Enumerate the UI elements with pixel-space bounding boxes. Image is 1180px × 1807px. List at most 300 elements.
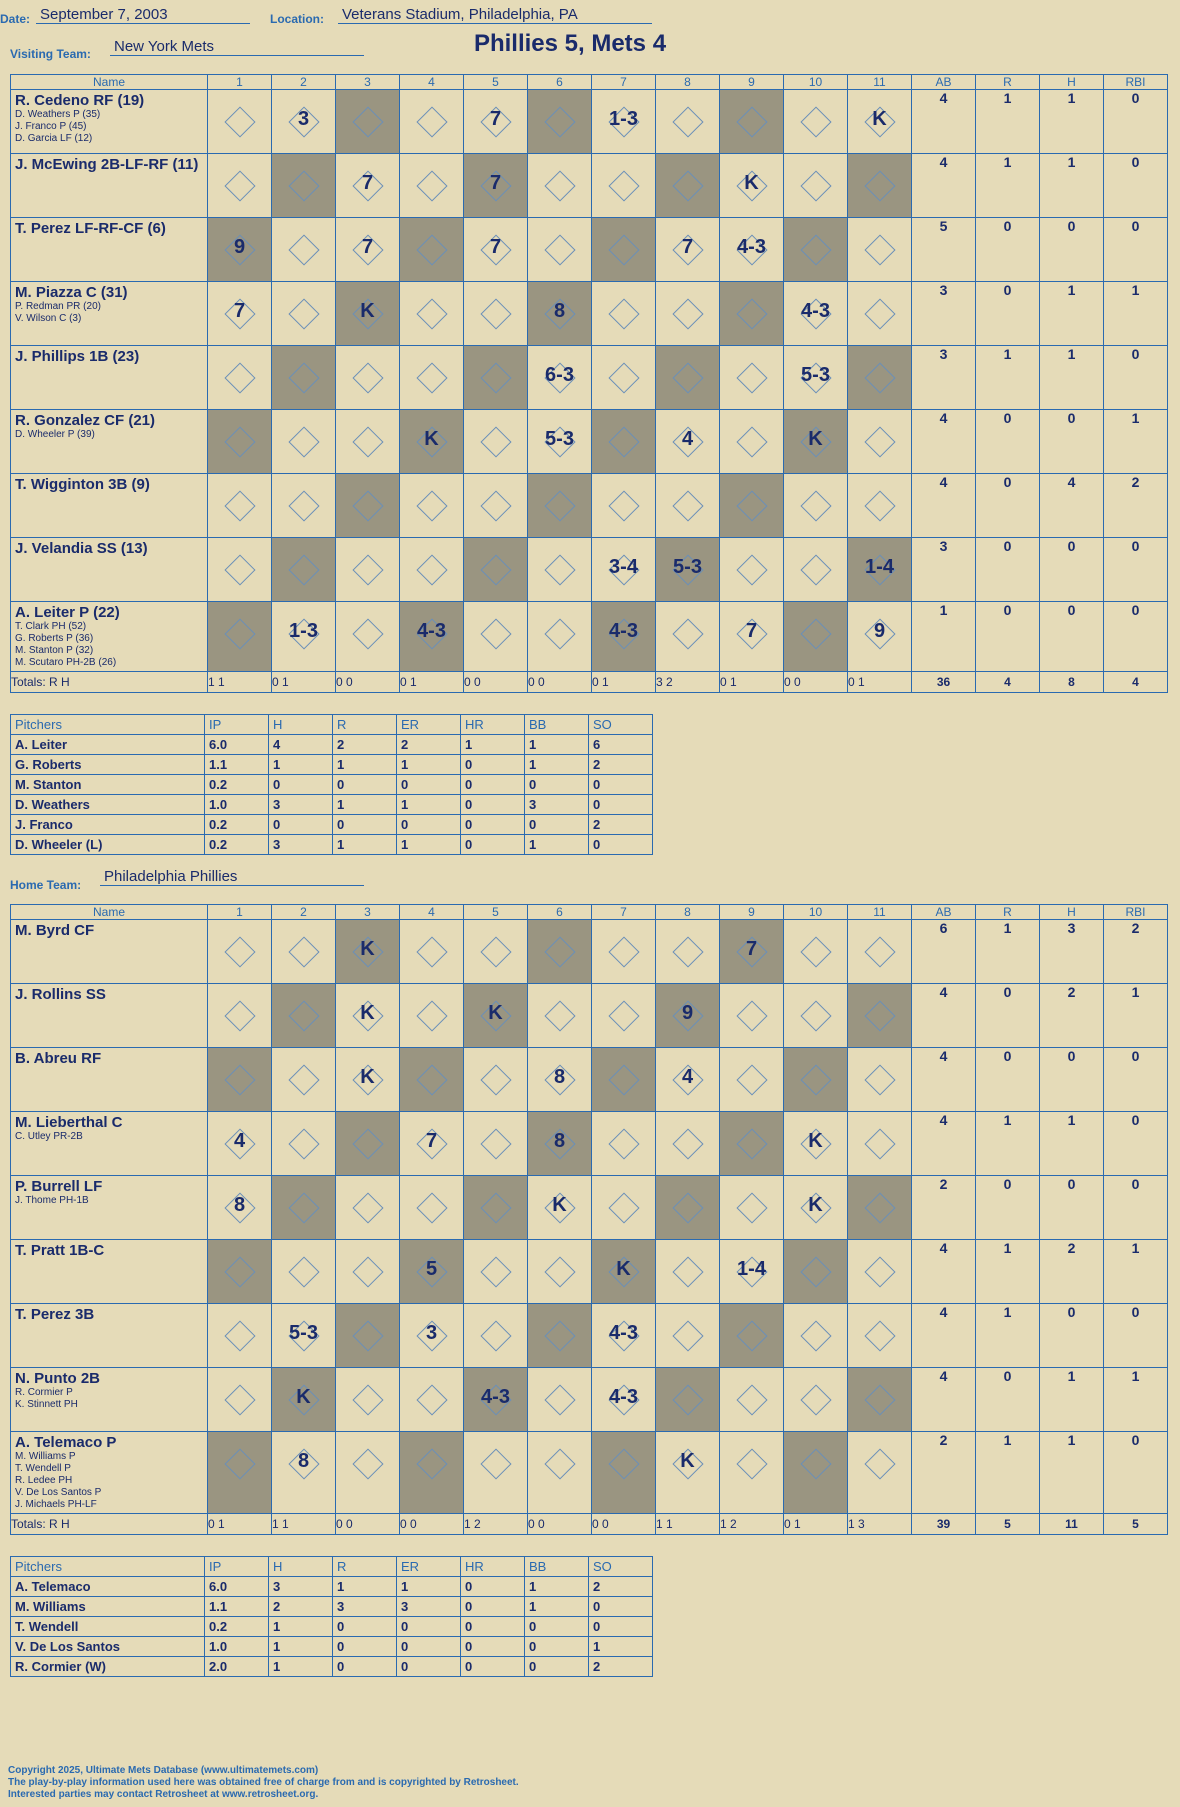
visiting-atbat-cell bbox=[592, 538, 656, 602]
home-atbat-cell bbox=[336, 1112, 400, 1176]
base-diamond-icon bbox=[672, 362, 703, 393]
visiting-atbat-cell bbox=[592, 474, 656, 538]
base-diamond-icon bbox=[544, 1448, 575, 1479]
home-atbat-result: K bbox=[488, 1002, 503, 1024]
home-atbat-cell bbox=[784, 984, 848, 1048]
base-diamond-icon bbox=[672, 106, 703, 137]
visiting-atbat-cell bbox=[720, 282, 784, 346]
visiting-pitcher-stat: 1 bbox=[269, 755, 333, 775]
home-atbat-result: K bbox=[808, 1194, 823, 1216]
home-batter-ab: 4 bbox=[912, 1368, 976, 1432]
home-atbat-cell bbox=[848, 920, 912, 984]
home-atbat-cell bbox=[848, 1304, 912, 1368]
visiting-pitcher-stat: 1 bbox=[525, 835, 589, 855]
home-atbat-cell bbox=[272, 1240, 336, 1304]
visiting-atbat-cell bbox=[784, 410, 848, 474]
home-header-inning-1: 1 bbox=[208, 905, 272, 920]
home-inning-total: 1 3 bbox=[848, 1514, 912, 1535]
home-atbat-cell bbox=[336, 1048, 400, 1112]
home-batter-name: T. Pratt 1B-C bbox=[15, 1242, 105, 1259]
visiting-pitcher-stat: 2 bbox=[589, 815, 653, 835]
home-atbat-cell bbox=[336, 1304, 400, 1368]
visiting-atbat-result: K bbox=[872, 108, 887, 130]
home-substitute: T. Wendell P bbox=[15, 1463, 71, 1474]
visiting-pitchers-table bbox=[10, 714, 653, 855]
base-diamond-icon bbox=[608, 426, 639, 457]
home-batter-name-cell bbox=[11, 1176, 208, 1240]
home-substitute: K. Stinnett PH bbox=[15, 1399, 78, 1410]
home-pitcher-row bbox=[11, 1597, 653, 1617]
home-atbat-cell bbox=[784, 1304, 848, 1368]
home-total-rbi: 5 bbox=[1104, 1514, 1168, 1535]
home-atbat-cell bbox=[272, 1432, 336, 1514]
base-diamond-icon bbox=[672, 1192, 703, 1223]
home-atbat-cell bbox=[208, 1368, 272, 1432]
home-atbat-cell bbox=[208, 1176, 272, 1240]
home-header-h: H bbox=[1040, 905, 1104, 920]
visiting-atbat-result: K bbox=[424, 428, 439, 450]
visiting-batter-rbi: 0 bbox=[1104, 346, 1168, 410]
visiting-atbat-cell bbox=[208, 602, 272, 672]
home-atbat-cell bbox=[784, 1432, 848, 1514]
home-pitch-header: IP bbox=[205, 1557, 269, 1577]
visiting-atbat-result: 5-3 bbox=[801, 364, 830, 386]
base-diamond-icon bbox=[224, 106, 255, 137]
visiting-pitcher-stat: 1 bbox=[397, 795, 461, 815]
base-diamond-icon bbox=[608, 1448, 639, 1479]
home-atbat-result: 8 bbox=[553, 1130, 566, 1152]
visiting-header-inning-2: 2 bbox=[272, 75, 336, 90]
visiting-substitute: V. Wilson C (3) bbox=[15, 313, 82, 324]
visiting-batter-row bbox=[11, 602, 1168, 672]
visiting-batter-row bbox=[11, 218, 1168, 282]
home-total-r: 5 bbox=[976, 1514, 1040, 1535]
visiting-atbat-cell bbox=[592, 410, 656, 474]
home-atbat-cell bbox=[848, 1432, 912, 1514]
visiting-batter-row bbox=[11, 474, 1168, 538]
visiting-atbat-cell bbox=[528, 410, 592, 474]
home-atbat-cell bbox=[720, 1240, 784, 1304]
visiting-inning-total: 0 1 bbox=[272, 672, 336, 693]
home-atbat-cell bbox=[848, 1368, 912, 1432]
visiting-batter-name-cell bbox=[11, 538, 208, 602]
base-diamond-icon bbox=[736, 106, 767, 137]
visiting-pitcher-stat: 0 bbox=[461, 835, 525, 855]
home-pitcher-stat: 0 bbox=[461, 1617, 525, 1637]
visiting-atbat-cell bbox=[656, 154, 720, 218]
base-diamond-icon bbox=[672, 936, 703, 967]
home-atbat-cell bbox=[528, 1368, 592, 1432]
base-diamond-icon bbox=[864, 1128, 895, 1159]
home-atbat-result: 8 bbox=[233, 1194, 246, 1216]
home-pitchers-table bbox=[10, 1556, 653, 1677]
home-pitch-header: SO bbox=[589, 1557, 653, 1577]
visiting-atbat-cell bbox=[464, 346, 528, 410]
home-atbat-result: K bbox=[360, 1066, 375, 1088]
home-atbat-cell bbox=[464, 1176, 528, 1240]
base-diamond-icon bbox=[864, 1000, 895, 1031]
visiting-atbat-cell bbox=[272, 602, 336, 672]
home-atbat-result: K bbox=[360, 1002, 375, 1024]
base-diamond-icon bbox=[864, 298, 895, 329]
visiting-pitcher-stat: 0 bbox=[589, 795, 653, 815]
home-batter-name-cell bbox=[11, 1304, 208, 1368]
visiting-batter-ab: 3 bbox=[912, 346, 976, 410]
base-diamond-icon bbox=[608, 1128, 639, 1159]
home-batter-row bbox=[11, 1304, 1168, 1368]
visiting-inning-total: 0 1 bbox=[720, 672, 784, 693]
home-inning-total: 0 1 bbox=[784, 1514, 848, 1535]
home-pitcher-stat: 0 bbox=[461, 1577, 525, 1597]
home-inning-total: 1 1 bbox=[656, 1514, 720, 1535]
base-diamond-icon bbox=[352, 1384, 383, 1415]
visiting-pitcher-stat: 0 bbox=[397, 775, 461, 795]
visiting-substitute: D. Garcia LF (12) bbox=[15, 133, 93, 144]
base-diamond-icon bbox=[288, 170, 319, 201]
home-batter-rbi: 1 bbox=[1104, 984, 1168, 1048]
visiting-batter-r: 0 bbox=[976, 282, 1040, 346]
home-batter-row bbox=[11, 1048, 1168, 1112]
home-batter-row bbox=[11, 920, 1168, 984]
home-atbat-cell bbox=[784, 1048, 848, 1112]
visiting-pitcher-stat: 1 bbox=[333, 755, 397, 775]
home-pitch-header: HR bbox=[461, 1557, 525, 1577]
home-batter-name-cell bbox=[11, 1048, 208, 1112]
base-diamond-icon bbox=[352, 106, 383, 137]
home-batter-name: M. Lieberthal C bbox=[15, 1114, 123, 1131]
visiting-atbat-cell bbox=[272, 282, 336, 346]
home-batter-rbi: 0 bbox=[1104, 1432, 1168, 1514]
visiting-atbat-cell bbox=[208, 410, 272, 474]
visiting-header-inning-6: 6 bbox=[528, 75, 592, 90]
visiting-pitcher-row bbox=[11, 735, 653, 755]
base-diamond-icon bbox=[864, 1384, 895, 1415]
home-batter-rbi: 2 bbox=[1104, 920, 1168, 984]
visiting-pitcher-stat: 4 bbox=[269, 735, 333, 755]
visiting-header-ab: AB bbox=[912, 75, 976, 90]
home-atbat-cell bbox=[656, 1368, 720, 1432]
visiting-batter-h: 1 bbox=[1040, 154, 1104, 218]
home-pitcher-stat: 0 bbox=[333, 1617, 397, 1637]
visiting-atbat-cell bbox=[272, 154, 336, 218]
home-batter-ab: 6 bbox=[912, 920, 976, 984]
visiting-pitcher-stat: 1 bbox=[333, 835, 397, 855]
visiting-batter-row bbox=[11, 410, 1168, 474]
base-diamond-icon bbox=[224, 1000, 255, 1031]
visiting-batter-rbi: 0 bbox=[1104, 602, 1168, 672]
home-total-ab: 39 bbox=[912, 1514, 976, 1535]
home-header-inning-3: 3 bbox=[336, 905, 400, 920]
visiting-header-name: Name bbox=[11, 75, 208, 90]
visiting-pitcher-stat: 1 bbox=[397, 755, 461, 775]
home-batter-h: 1 bbox=[1040, 1368, 1104, 1432]
base-diamond-icon bbox=[672, 618, 703, 649]
home-substitute: J. Michaels PH-LF bbox=[15, 1499, 97, 1510]
visiting-atbat-cell bbox=[848, 90, 912, 154]
base-diamond-icon bbox=[288, 1064, 319, 1095]
visiting-atbat-cell bbox=[528, 538, 592, 602]
home-atbat-result: 8 bbox=[297, 1450, 310, 1472]
home-batter-h: 0 bbox=[1040, 1048, 1104, 1112]
visiting-pitch-header: SO bbox=[589, 715, 653, 735]
visiting-atbat-result: 9 bbox=[233, 236, 246, 258]
base-diamond-icon bbox=[480, 554, 511, 585]
visiting-atbat-cell bbox=[336, 90, 400, 154]
home-atbat-cell bbox=[272, 1048, 336, 1112]
base-diamond-icon bbox=[416, 1448, 447, 1479]
home-atbat-cell bbox=[272, 1176, 336, 1240]
base-diamond-icon bbox=[864, 490, 895, 521]
base-diamond-icon bbox=[224, 936, 255, 967]
home-atbat-result: 7 bbox=[425, 1130, 438, 1152]
visiting-atbat-result: 3-4 bbox=[609, 556, 638, 578]
home-atbat-result: 3 bbox=[425, 1322, 438, 1344]
base-diamond-icon bbox=[480, 618, 511, 649]
home-atbat-cell bbox=[656, 1176, 720, 1240]
visiting-atbat-result: 5-3 bbox=[545, 428, 574, 450]
visiting-totals-label: Totals: R H bbox=[11, 672, 208, 693]
visiting-pitcher-row bbox=[11, 835, 653, 855]
home-pitch-header: BB bbox=[525, 1557, 589, 1577]
base-diamond-icon bbox=[480, 936, 511, 967]
home-pitcher-stat: R. Cormier (W) bbox=[11, 1657, 205, 1677]
home-atbat-cell bbox=[528, 1176, 592, 1240]
home-atbat-result: 4-3 bbox=[481, 1386, 510, 1408]
base-diamond-icon bbox=[544, 618, 575, 649]
visiting-atbat-cell bbox=[464, 90, 528, 154]
visiting-atbat-cell bbox=[656, 282, 720, 346]
home-atbat-cell bbox=[208, 920, 272, 984]
visiting-atbat-cell bbox=[336, 154, 400, 218]
base-diamond-icon bbox=[416, 490, 447, 521]
visiting-inning-total: 0 1 bbox=[592, 672, 656, 693]
visiting-atbat-result: 4-3 bbox=[609, 620, 638, 642]
base-diamond-icon bbox=[288, 1256, 319, 1287]
visiting-atbat-result: K bbox=[808, 428, 823, 450]
visiting-atbat-cell bbox=[272, 538, 336, 602]
visiting-atbat-result: 7 bbox=[489, 108, 502, 130]
visiting-pitcher-stat: G. Roberts bbox=[11, 755, 205, 775]
home-atbat-result: 9 bbox=[681, 1002, 694, 1024]
visiting-batter-row bbox=[11, 282, 1168, 346]
home-pitcher-stat: 0 bbox=[525, 1657, 589, 1677]
visiting-atbat-cell bbox=[720, 474, 784, 538]
home-scorecard bbox=[10, 904, 1168, 1535]
visiting-pitcher-stat: 0 bbox=[461, 815, 525, 835]
visiting-atbat-cell bbox=[336, 474, 400, 538]
visiting-pitcher-stat: 3 bbox=[525, 795, 589, 815]
visiting-batter-name: A. Leiter P (22) bbox=[15, 604, 120, 621]
home-atbat-result: K bbox=[552, 1194, 567, 1216]
visiting-atbat-cell bbox=[464, 154, 528, 218]
footer-line-2: The play-by-play information used here was obtained free of charge from and is copyrighted by Retrosheet. bbox=[8, 1777, 519, 1788]
home-atbat-cell bbox=[592, 1112, 656, 1176]
visiting-header-inning-10: 10 bbox=[784, 75, 848, 90]
visiting-header-inning-9: 9 bbox=[720, 75, 784, 90]
home-pitcher-stat: 1 bbox=[525, 1597, 589, 1617]
visiting-header-inning-3: 3 bbox=[336, 75, 400, 90]
home-pitcher-stat: 1 bbox=[269, 1637, 333, 1657]
home-atbat-cell bbox=[400, 1176, 464, 1240]
base-diamond-icon bbox=[416, 298, 447, 329]
home-atbat-cell bbox=[592, 920, 656, 984]
visiting-batter-h: 4 bbox=[1040, 474, 1104, 538]
date-label: Date: bbox=[0, 12, 31, 26]
visiting-atbat-cell bbox=[208, 474, 272, 538]
base-diamond-icon bbox=[288, 1000, 319, 1031]
home-atbat-cell bbox=[720, 1048, 784, 1112]
home-atbat-cell bbox=[208, 1304, 272, 1368]
home-pitcher-stat: 0 bbox=[397, 1657, 461, 1677]
visiting-atbat-cell bbox=[336, 602, 400, 672]
visiting-batter-h: 1 bbox=[1040, 282, 1104, 346]
visiting-atbat-cell bbox=[720, 218, 784, 282]
home-atbat-cell bbox=[400, 1304, 464, 1368]
home-atbat-cell bbox=[208, 1432, 272, 1514]
visiting-pitcher-stat: 6 bbox=[589, 735, 653, 755]
home-header-inning-7: 7 bbox=[592, 905, 656, 920]
visiting-atbat-cell bbox=[208, 218, 272, 282]
visiting-batter-ab: 5 bbox=[912, 218, 976, 282]
visiting-batter-rbi: 0 bbox=[1104, 218, 1168, 282]
visiting-atbat-cell bbox=[208, 282, 272, 346]
base-diamond-icon bbox=[224, 1064, 255, 1095]
home-batter-r: 0 bbox=[976, 984, 1040, 1048]
visiting-batter-name-cell bbox=[11, 90, 208, 154]
home-atbat-cell bbox=[464, 984, 528, 1048]
visiting-batter-ab: 4 bbox=[912, 410, 976, 474]
home-atbat-cell bbox=[272, 1368, 336, 1432]
visiting-atbat-cell bbox=[528, 346, 592, 410]
base-diamond-icon bbox=[416, 170, 447, 201]
visiting-substitute: D. Wheeler P (39) bbox=[15, 429, 95, 440]
home-atbat-cell bbox=[592, 1432, 656, 1514]
home-batter-ab: 4 bbox=[912, 1304, 976, 1368]
home-inning-total: 1 2 bbox=[464, 1514, 528, 1535]
home-batter-name: B. Abreu RF bbox=[15, 1050, 102, 1067]
home-header-inning-9: 9 bbox=[720, 905, 784, 920]
visiting-header-inning-1: 1 bbox=[208, 75, 272, 90]
visiting-atbat-cell bbox=[592, 602, 656, 672]
home-atbat-cell bbox=[784, 1176, 848, 1240]
visiting-pitcher-stat: 0 bbox=[525, 815, 589, 835]
home-pitcher-stat: 0 bbox=[333, 1657, 397, 1677]
base-diamond-icon bbox=[800, 1448, 831, 1479]
home-batter-ab: 2 bbox=[912, 1176, 976, 1240]
home-header-inning-2: 2 bbox=[272, 905, 336, 920]
home-pitch-header: ER bbox=[397, 1557, 461, 1577]
base-diamond-icon bbox=[864, 234, 895, 265]
base-diamond-icon bbox=[608, 936, 639, 967]
visiting-pitcher-row bbox=[11, 775, 653, 795]
home-header-name: Name bbox=[11, 905, 208, 920]
visiting-atbat-cell bbox=[400, 474, 464, 538]
home-pitcher-stat: 0 bbox=[589, 1597, 653, 1617]
base-diamond-icon bbox=[416, 234, 447, 265]
home-batter-row bbox=[11, 1432, 1168, 1514]
base-diamond-icon bbox=[480, 1192, 511, 1223]
home-atbat-cell bbox=[208, 1240, 272, 1304]
home-atbat-cell bbox=[592, 984, 656, 1048]
visiting-atbat-cell bbox=[272, 346, 336, 410]
visiting-atbat-cell bbox=[336, 346, 400, 410]
home-pitcher-row bbox=[11, 1577, 653, 1597]
home-atbat-cell bbox=[720, 1176, 784, 1240]
home-atbat-cell bbox=[656, 1304, 720, 1368]
visiting-atbat-cell bbox=[656, 218, 720, 282]
base-diamond-icon bbox=[672, 1320, 703, 1351]
visiting-batter-name-cell bbox=[11, 602, 208, 672]
home-atbat-cell bbox=[784, 920, 848, 984]
visiting-pitcher-stat: 1.1 bbox=[205, 755, 269, 775]
home-pitcher-stat: 3 bbox=[269, 1577, 333, 1597]
visiting-pitcher-stat: 0 bbox=[461, 755, 525, 775]
visiting-atbat-cell bbox=[720, 410, 784, 474]
visiting-atbat-result: 1-4 bbox=[865, 556, 894, 578]
visiting-pitcher-stat: 0 bbox=[589, 775, 653, 795]
visiting-pitcher-stat: 0.2 bbox=[205, 815, 269, 835]
home-atbat-cell bbox=[592, 1304, 656, 1368]
visiting-atbat-result: 7 bbox=[361, 236, 374, 258]
home-atbat-cell bbox=[720, 1432, 784, 1514]
base-diamond-icon bbox=[352, 426, 383, 457]
home-batter-rbi: 0 bbox=[1104, 1176, 1168, 1240]
home-header-inning-4: 4 bbox=[400, 905, 464, 920]
home-atbat-cell bbox=[464, 1432, 528, 1514]
home-pitch-header: Pitchers bbox=[11, 1557, 205, 1577]
base-diamond-icon bbox=[672, 490, 703, 521]
home-atbat-cell bbox=[784, 1240, 848, 1304]
visiting-substitute: T. Clark PH (52) bbox=[15, 621, 87, 632]
base-diamond-icon bbox=[864, 936, 895, 967]
visiting-atbat-cell bbox=[848, 218, 912, 282]
visiting-batter-name-cell bbox=[11, 346, 208, 410]
visiting-total-r: 4 bbox=[976, 672, 1040, 693]
visiting-pitcher-row bbox=[11, 795, 653, 815]
base-diamond-icon bbox=[224, 618, 255, 649]
home-atbat-cell bbox=[720, 1368, 784, 1432]
visiting-atbat-cell bbox=[528, 218, 592, 282]
base-diamond-icon bbox=[288, 490, 319, 521]
home-total-h: 11 bbox=[1040, 1514, 1104, 1535]
visiting-atbat-cell bbox=[656, 410, 720, 474]
base-diamond-icon bbox=[608, 1000, 639, 1031]
home-batter-rbi: 1 bbox=[1104, 1240, 1168, 1304]
home-atbat-cell bbox=[336, 1432, 400, 1514]
base-diamond-icon bbox=[224, 1448, 255, 1479]
visiting-batter-rbi: 0 bbox=[1104, 90, 1168, 154]
home-atbat-cell bbox=[528, 984, 592, 1048]
visiting-batter-r: 0 bbox=[976, 538, 1040, 602]
visiting-pitcher-stat: A. Leiter bbox=[11, 735, 205, 755]
visiting-pitcher-stat: 0 bbox=[397, 815, 461, 835]
home-batter-name-cell bbox=[11, 984, 208, 1048]
visiting-atbat-cell bbox=[848, 410, 912, 474]
visiting-atbat-result: 4-3 bbox=[801, 300, 830, 322]
base-diamond-icon bbox=[480, 362, 511, 393]
visiting-batter-name: T. Wigginton 3B (9) bbox=[15, 476, 150, 493]
home-inning-total: 0 0 bbox=[336, 1514, 400, 1535]
base-diamond-icon bbox=[352, 554, 383, 585]
home-atbat-result: 5 bbox=[425, 1258, 438, 1280]
home-atbat-cell bbox=[656, 984, 720, 1048]
visiting-atbat-cell bbox=[720, 346, 784, 410]
visiting-atbat-cell bbox=[528, 602, 592, 672]
home-batter-name: A. Telemaco P bbox=[15, 1434, 117, 1451]
home-atbat-cell bbox=[272, 920, 336, 984]
visiting-pitcher-stat: 0 bbox=[269, 815, 333, 835]
home-pitcher-row bbox=[11, 1657, 653, 1677]
